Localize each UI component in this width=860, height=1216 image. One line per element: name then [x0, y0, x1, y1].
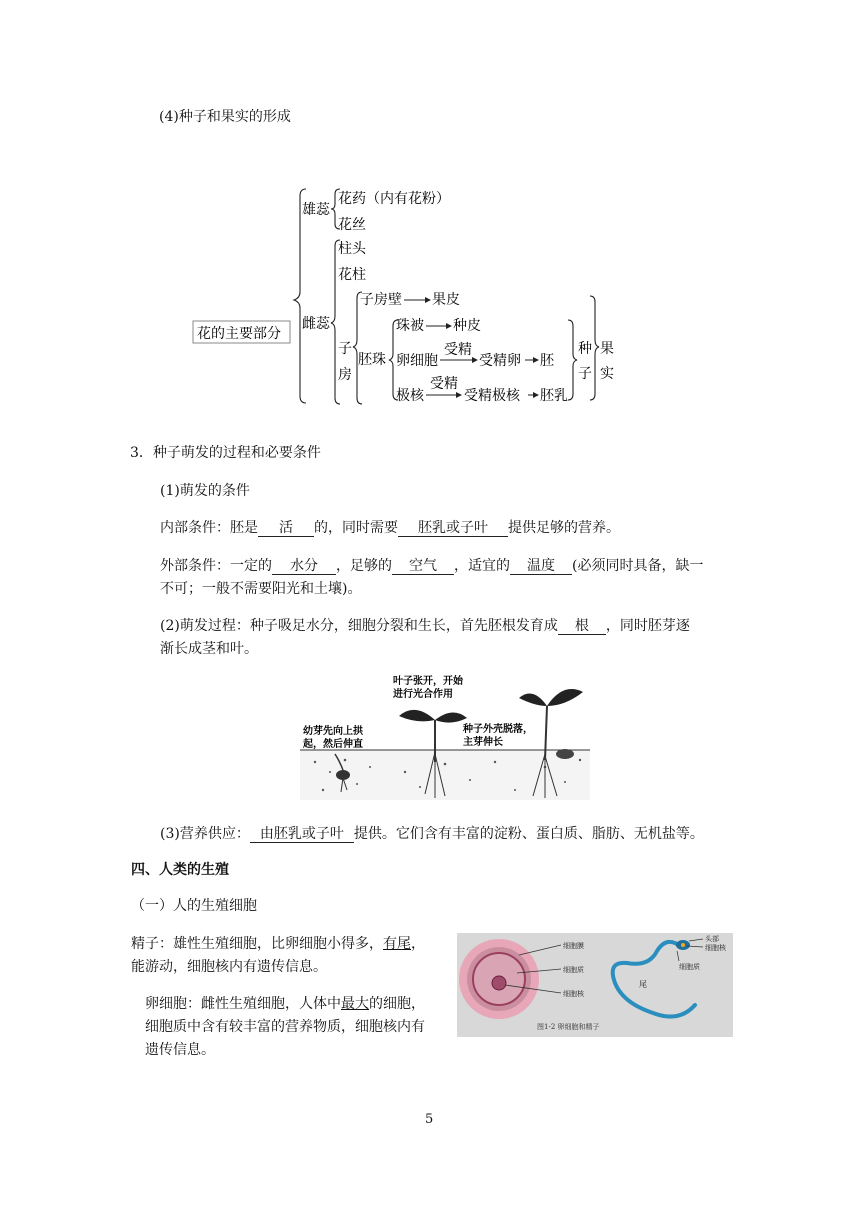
human-subheading: （一）人的生殖细胞: [131, 898, 257, 914]
arrow-head: [456, 392, 462, 398]
germination-figure: [295, 672, 595, 804]
fruit-label-2: 实: [600, 366, 614, 382]
section-title: (4)种子和果实的形成: [159, 109, 291, 125]
fertilized-polar-label: 受精极核: [464, 388, 520, 404]
sperm-description: 精子：雄性生殖细胞，比卵细胞小得多，有尾，: [131, 936, 425, 952]
anther-label: 花药（内有花粉）: [338, 191, 450, 207]
pistil-label: 雌蕊: [302, 316, 330, 332]
blank-answer: 活: [258, 521, 314, 537]
endosperm-label: 胚乳: [540, 388, 568, 404]
germination-process-cont: 渐长成茎和叶。: [160, 641, 258, 657]
stamen-label: 雄蕊: [302, 202, 330, 218]
fig-label: 细胞膜: [563, 942, 584, 950]
fig-label: 进行光合作用: [393, 689, 453, 700]
outer-brace: [294, 189, 306, 403]
conditions-title: (1)萌发的条件: [160, 483, 250, 499]
nutrition-supply: (3)营养供应： 由胚乳或子叶 提供。它们含有丰富的淀粉、蛋白质、脂肪、无机盐等。: [160, 826, 704, 842]
arrow-head: [533, 357, 539, 363]
fig-label: 起，然后伸直: [303, 739, 363, 750]
integument-label: 珠被: [396, 318, 424, 334]
root-label: 花的主要部分: [197, 326, 281, 342]
seed-label-2: 子: [578, 366, 592, 382]
blank-answer: 根: [558, 619, 606, 635]
internal-conditions: 内部条件：胚是 活 的，同时需要 胚乳或子叶 提供足够的营养。: [160, 520, 620, 536]
fig-label: 细胞质: [679, 963, 700, 971]
egg-description-cont2: 遗传信息。: [145, 1042, 215, 1058]
page-number: 5: [425, 1112, 434, 1127]
blank-answer: 由胚乳或子叶: [250, 827, 354, 843]
seed-coat-label: 种皮: [453, 318, 481, 334]
ovary-label-2: 房: [338, 367, 352, 383]
fig-label: 头部: [705, 935, 719, 943]
embryo-label: 胚: [540, 353, 554, 369]
blank-answer: 温度: [510, 559, 572, 575]
arrow-head: [533, 392, 539, 398]
sperm-description-cont: 能游动，细胞核内有遗传信息。: [131, 959, 327, 975]
fertilized-egg-label: 受精卵: [479, 353, 521, 369]
external-conditions-cont: 不可；一般不需要阳光和土壤)。: [160, 581, 362, 597]
arrow-head: [446, 323, 452, 329]
style-label: 花柱: [338, 267, 366, 283]
fig-label: 种子外壳脱落，: [463, 724, 533, 735]
egg-cell-label: 卵细胞: [396, 353, 438, 369]
fig-label: 尾: [639, 980, 647, 989]
filament-label: 花丝: [338, 217, 366, 233]
ovule-label: 胚珠: [358, 352, 386, 368]
seed-brace: [568, 320, 577, 400]
arrow-head: [472, 357, 478, 363]
egg-sperm-figure: [457, 933, 733, 1037]
fig-caption: 图1-2 卵细胞和精子: [537, 1023, 600, 1031]
flower-structure-diagram: [0, 180, 860, 415]
stigma-label: 柱头: [338, 241, 366, 257]
fig-label: 细胞核: [563, 990, 584, 998]
external-conditions: 外部条件：一定的 水分 ，足够的 空气 ，适宜的 温度 (必须同时具备，缺一: [160, 558, 704, 574]
human-heading: 四、人类的生殖: [131, 862, 229, 878]
ovary-label-1: 子: [338, 341, 352, 357]
germination-heading: 3．种子萌发的过程和必要条件: [130, 445, 321, 461]
seed-label-1: 种: [578, 341, 592, 357]
ovary-brace: [353, 292, 362, 404]
fertilize2-label: 受精: [430, 376, 458, 392]
egg-description-cont: 细胞质中含有较丰富的营养物质，细胞核内有: [145, 1019, 425, 1035]
pericarp-label: 果皮: [432, 292, 460, 308]
fig-label: 叶子张开，开始: [393, 676, 463, 687]
ovary-wall-label: 子房壁: [360, 292, 402, 308]
fig-label: 细胞核: [705, 944, 726, 952]
fig-label: 主芽伸长: [463, 737, 503, 748]
blank-answer: 水分: [272, 559, 336, 575]
blank-answer: 空气: [392, 559, 454, 575]
arrow-head: [425, 297, 431, 303]
germination-process: (2)萌发过程：种子吸足水分，细胞分裂和生长，首先胚根发育成 根 ，同时胚芽逐: [160, 618, 690, 634]
fruit-label-1: 果: [600, 341, 614, 357]
fig-label: 细胞质: [563, 966, 584, 974]
egg-description: 卵细胞：雌性生殖细胞，人体中最大的细胞，: [145, 996, 425, 1012]
fig-label: 幼芽先向上拱: [303, 726, 363, 737]
polar-nuclei-label: 极核: [396, 388, 424, 404]
fertilize1-label: 受精: [444, 342, 472, 358]
blank-answer: 胚乳或子叶: [398, 521, 508, 537]
